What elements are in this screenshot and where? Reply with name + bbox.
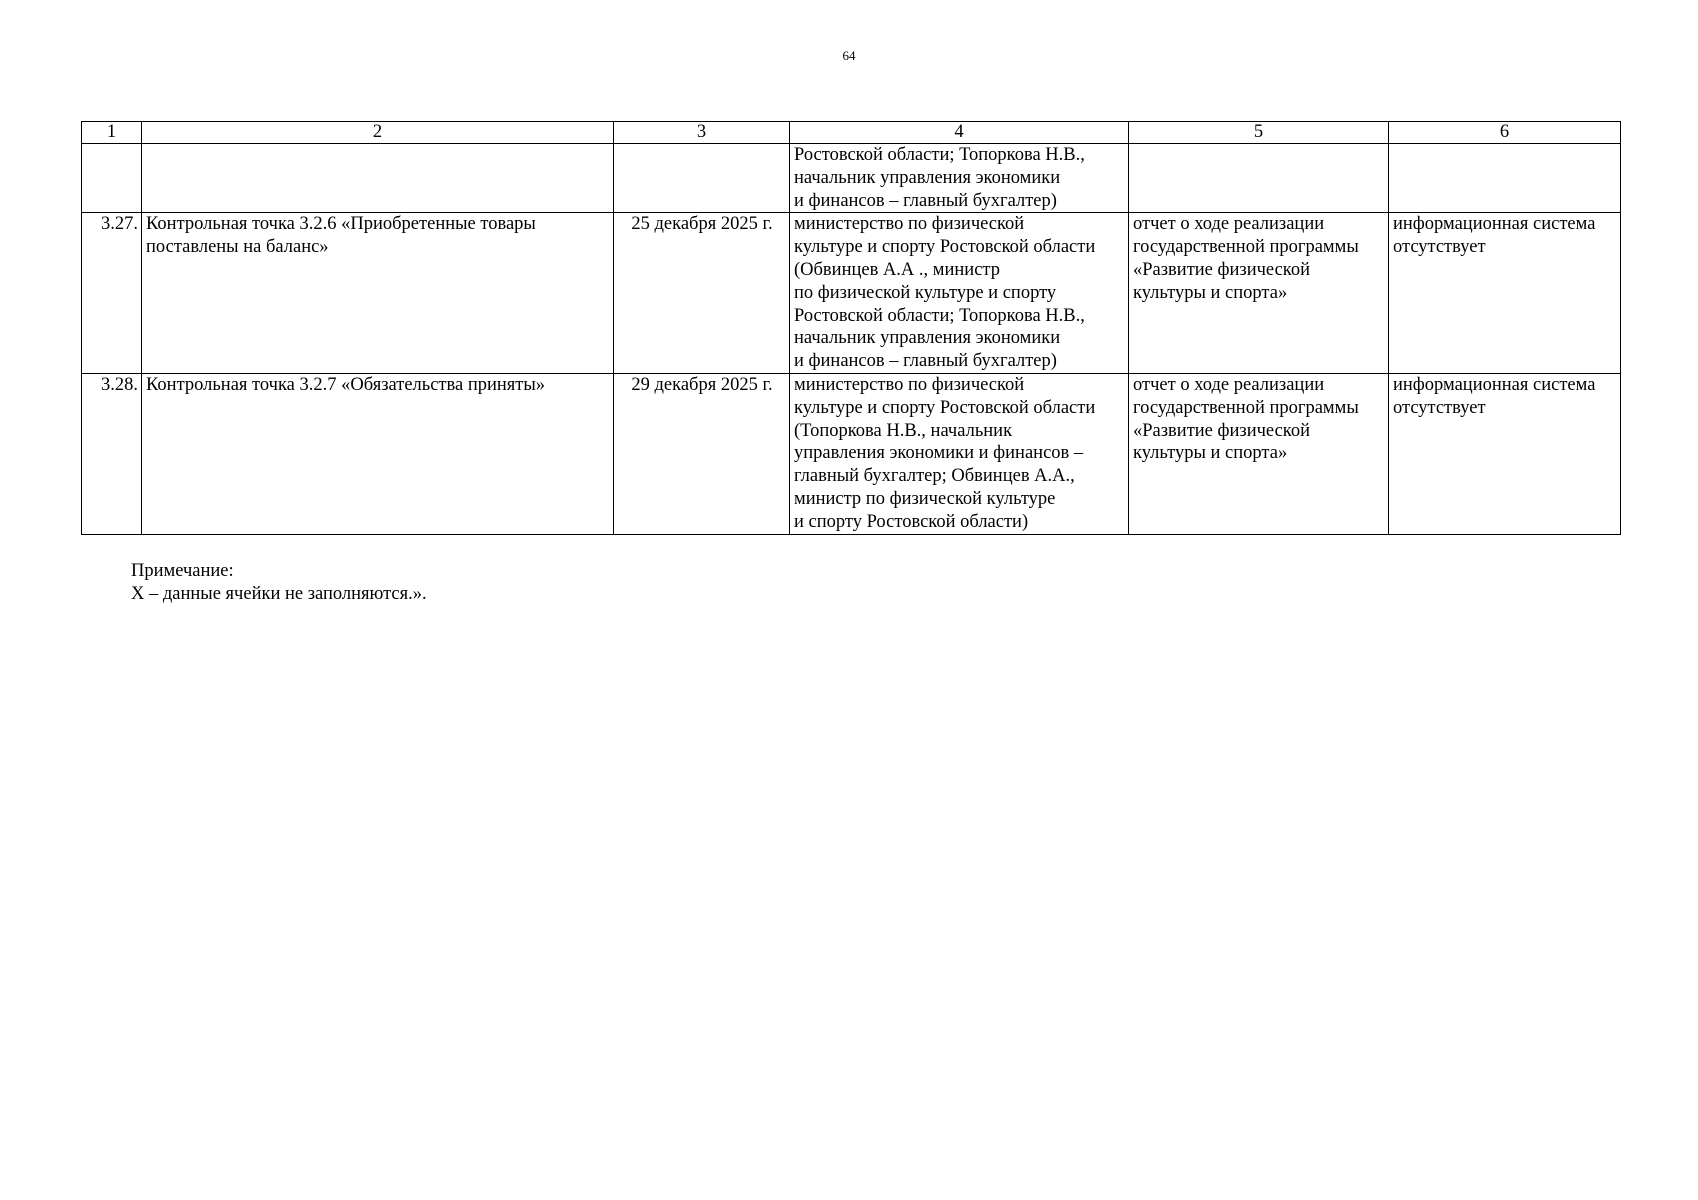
text-line: и финансов – главный бухгалтер) [794,351,1057,372]
cell-responsible [790,144,1129,213]
cell-control-point [142,213,614,374]
text-line: поставлены на баланс» [146,237,329,258]
text-line: (Топоркова Н.В., начальник [794,420,1013,441]
header-col-6: 6 [1389,122,1621,144]
text-line: Контрольная точка 3.2.7 «Обязательства приняты» [146,374,546,395]
cell-empty [142,144,614,213]
text-line: культуры и спорта» [1133,443,1288,464]
table-row [82,373,1621,534]
header-col-3: 3 [614,122,790,144]
header-col-2: 2 [142,122,614,144]
text-line: министерство по физической [794,214,1025,235]
text-line: информационная система [1393,214,1596,235]
row-number: 3.28. [82,373,142,534]
text-line: информационная система [1393,374,1596,395]
text-line: и спорту Ростовской области) [794,511,1029,532]
cell-responsible [790,373,1129,534]
note-text: Х – данные ячейки не заполняются.». [131,584,427,604]
table-row [82,213,1621,374]
text-line: культуре и спорту Ростовской области [794,237,1096,258]
text-line: государственной программы [1133,237,1359,258]
header-col-4: 4 [790,122,1129,144]
text-line: управления экономики и финансов – [794,443,1084,464]
text-line: Ростовской области; Топоркова Н.В., [794,305,1085,326]
text-line: отсутствует [1393,237,1486,258]
text-line: Ростовской области; Топоркова Н.В., [794,145,1085,165]
table-header-row [82,122,1621,144]
cell-control-point [142,373,614,534]
cell-date: 25 декабря 2025 г. [614,213,790,374]
cell-empty [1129,144,1389,213]
cell-responsible [790,213,1129,374]
text-line: начальник управления экономики [794,328,1061,349]
table-row-continuation [82,144,1621,213]
cell-empty [1389,144,1621,213]
text-line: отсутствует [1393,397,1486,418]
row-number: 3.27. [82,213,142,374]
text-line: отчет о ходе реализации [1133,374,1325,395]
text-line: государственной программы [1133,397,1359,418]
text-line: министерство по физической [794,374,1025,395]
text-line: «Развитие физической [1133,420,1310,441]
text-line: отчет о ходе реализации [1133,214,1325,235]
page-number: 64 [842,48,856,63]
cell-info-system [1389,213,1621,374]
header-col-5: 5 [1129,122,1389,144]
text-line: «Развитие физической [1133,259,1310,280]
text-line: Контрольная точка 3.2.6 «Приобретенные товары [146,214,536,235]
cell-empty [614,144,790,213]
text-line: министр по физической культуре [794,488,1056,509]
text-line: по физической культуре и спорту [794,282,1057,303]
cell-info-system [1389,373,1621,534]
text-line: культуры и спорта» [1133,282,1288,303]
header-col-1: 1 [82,122,142,144]
text-line: культуре и спорту Ростовской области [794,397,1096,418]
cell-document [1129,373,1389,534]
control-points-table [81,121,1621,535]
cell-empty [82,144,142,213]
text-line: и финансов – главный бухгалтер) [794,190,1057,211]
cell-date: 29 декабря 2025 г. [614,373,790,534]
text-line: начальник управления экономики [794,167,1061,188]
text-line: главный бухгалтер; Обвинцев А.А., [794,466,1075,487]
cell-document [1129,213,1389,374]
text-line: (Обвинцев А.А ., министр [794,259,1000,280]
note-title: Примечание: [131,561,234,581]
note-block [131,560,427,606]
